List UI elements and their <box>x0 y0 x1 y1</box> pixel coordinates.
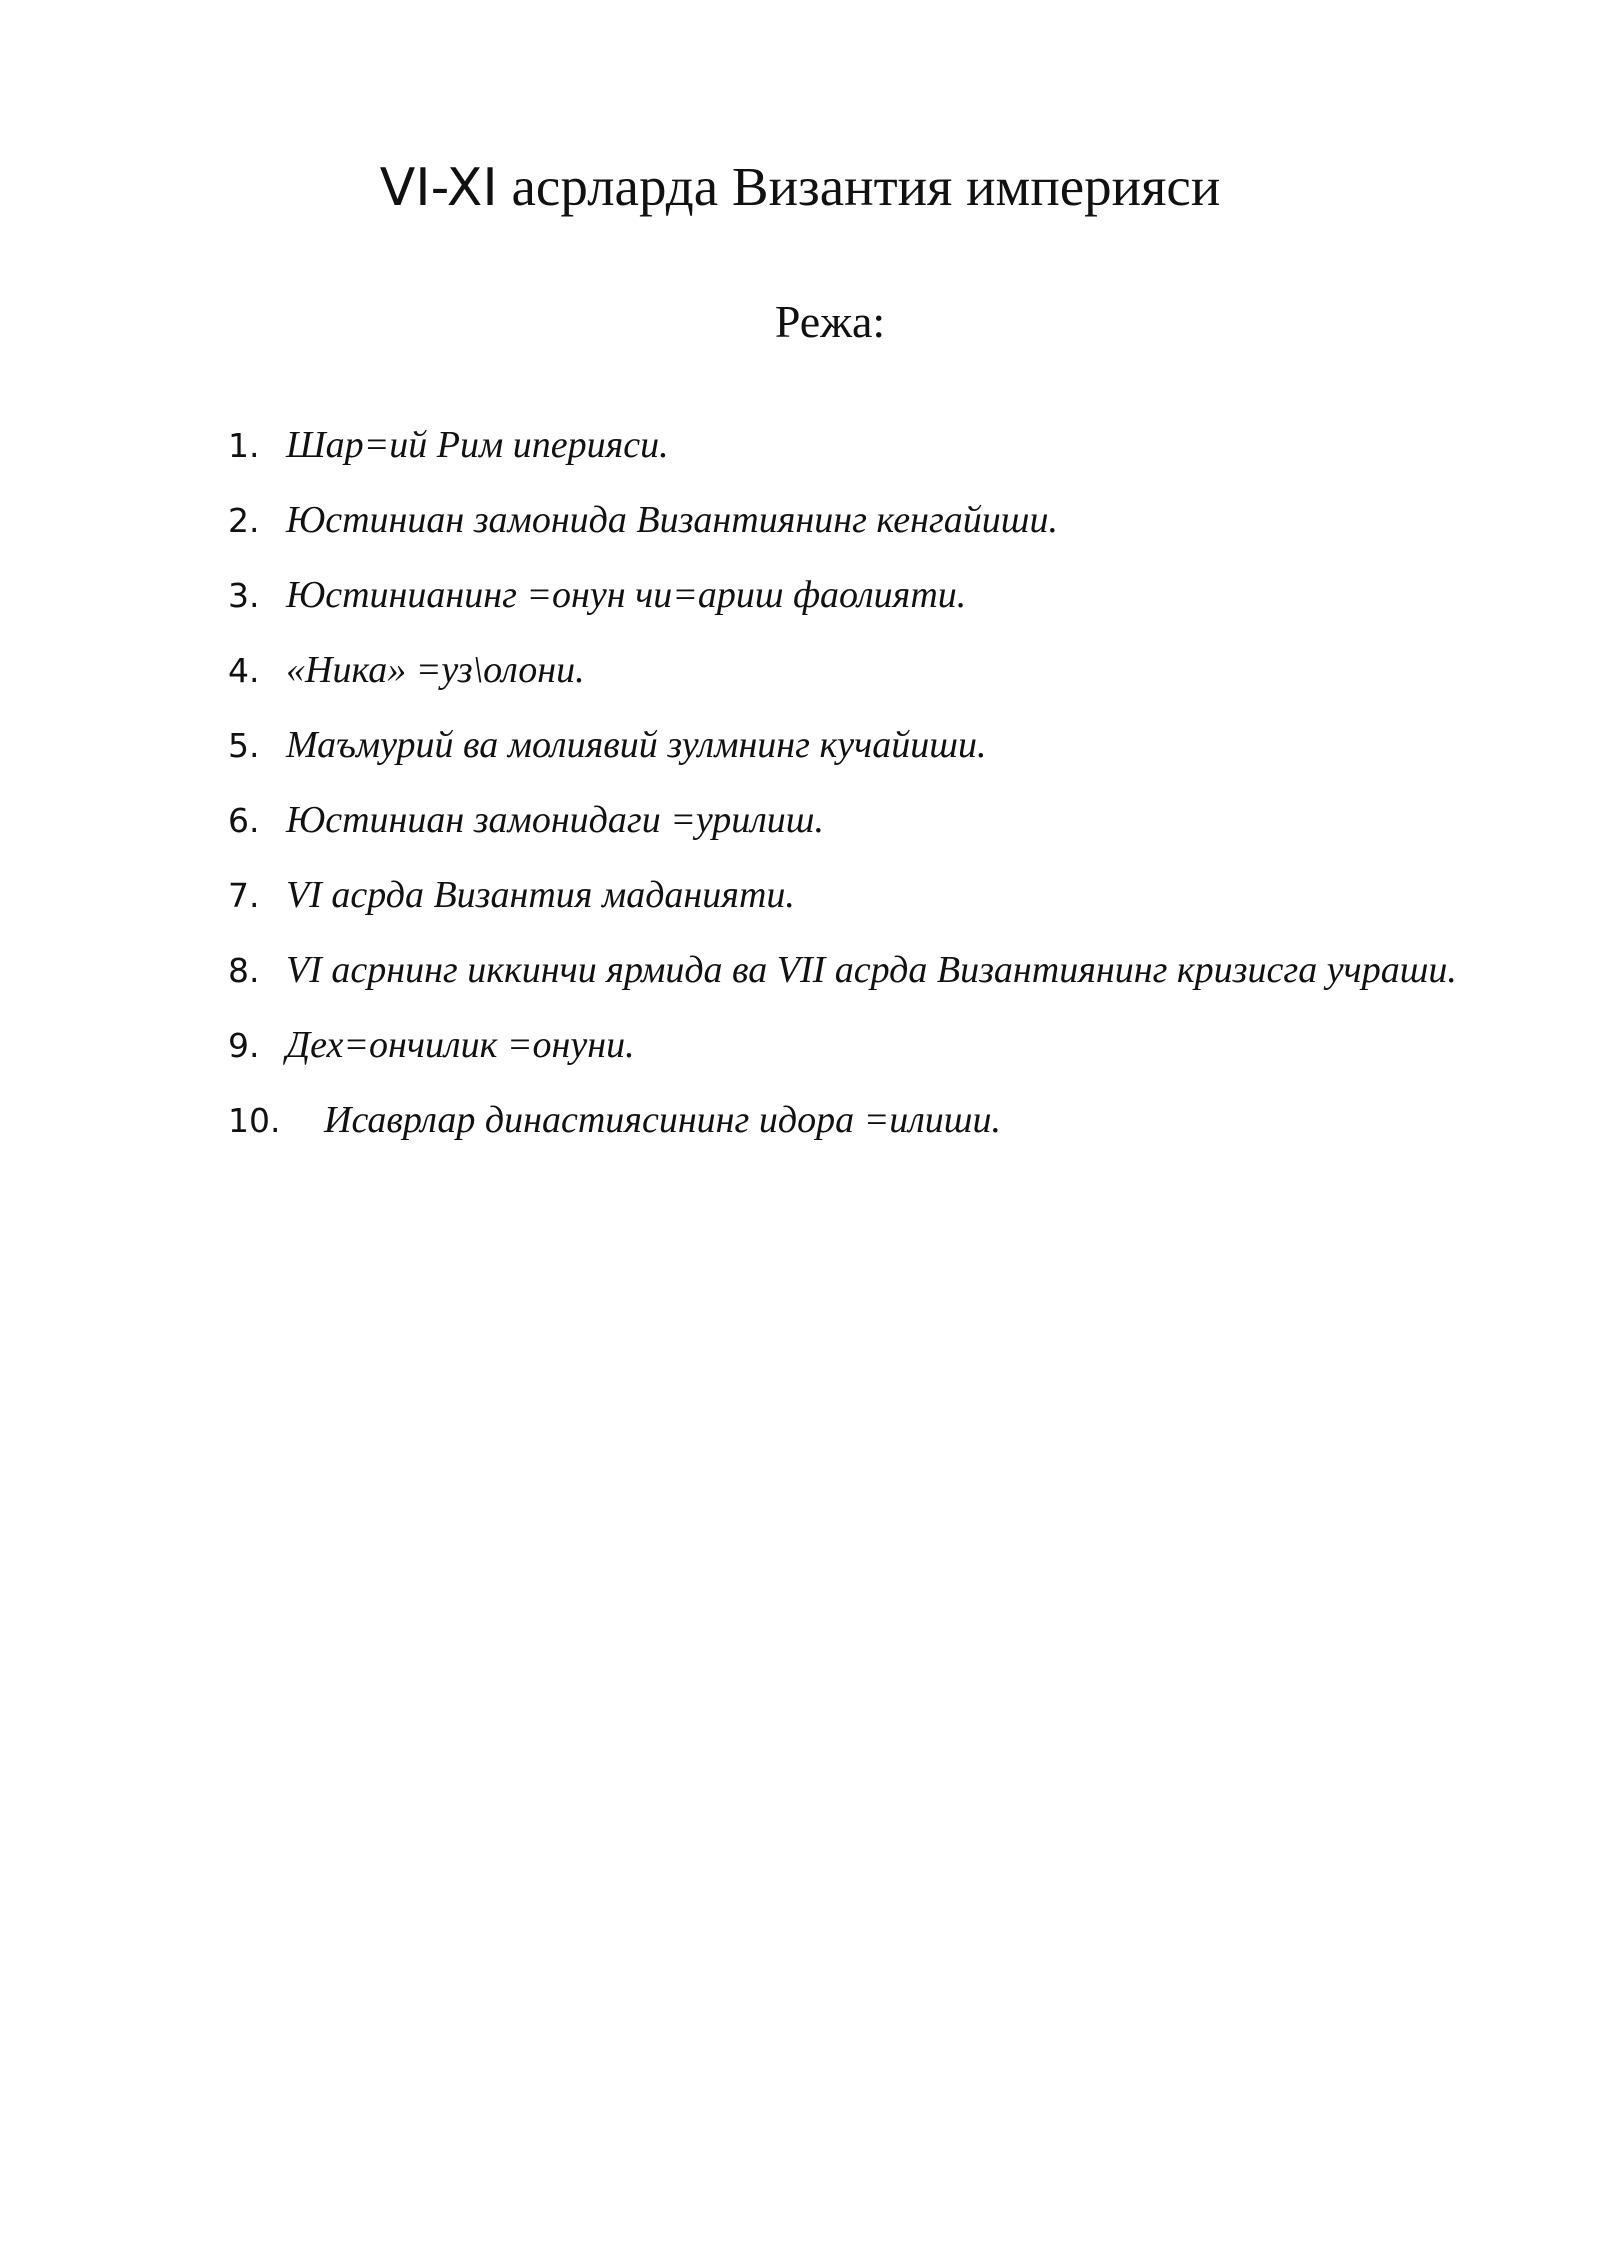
list-item <box>228 783 1498 858</box>
list-item <box>228 708 1498 783</box>
list-item <box>228 933 1498 1008</box>
list-item-number: 3. <box>228 576 260 615</box>
list-item-number: 10. <box>228 1101 281 1140</box>
list-item-text: VI асрнинг иккинчи ярмида ва VII асрда Византиянинг кризисга учраши. <box>286 949 1457 991</box>
title-century-range: VI-XI <box>379 158 498 218</box>
list-item-text: Шар=ий Рим иперияси. <box>286 424 669 466</box>
list-item-text: Юстиниан замонидаги =урилиш. <box>286 799 824 841</box>
list-item-text: Маъмурий ва молиявий зулмнинг кучайиши. <box>286 724 987 766</box>
list-item-number: 9. <box>228 1026 260 1065</box>
list-item-number: 6. <box>228 801 260 840</box>
list-item-number: 7. <box>228 876 260 915</box>
list-item-number: 5. <box>228 726 260 765</box>
list-item <box>228 1083 1498 1158</box>
list-item <box>228 558 1498 633</box>
list-item <box>228 1008 1498 1083</box>
list-item-number: 1. <box>228 426 260 465</box>
list-item-number: 8. <box>228 951 260 990</box>
list-item-number: 4. <box>228 651 260 690</box>
title-text: асрларда Византия империяси <box>497 156 1221 217</box>
list-item-text: Исаврлар династиясининг идора =илиши. <box>324 1099 1001 1141</box>
plan-list <box>228 408 1498 1158</box>
list-item <box>228 858 1498 933</box>
list-item <box>228 483 1498 558</box>
list-item-text: Юстинианинг =онун чи=ариш фаолияти. <box>286 574 967 616</box>
page-title <box>0 152 1600 223</box>
list-item <box>228 633 1498 708</box>
list-item-text: Юстиниан замонида Византиянинг кенгайиши. <box>286 499 1058 541</box>
plan-heading: Режа: <box>774 296 886 347</box>
list-item-text: Дех=ончилик =онуни. <box>286 1024 635 1066</box>
list-item <box>228 408 1498 483</box>
list-item-text: «Ника» =уз\олони. <box>286 649 585 691</box>
list-item-number: 2. <box>228 501 260 540</box>
list-item-text: VI асрда Византия маданияти. <box>286 874 795 916</box>
